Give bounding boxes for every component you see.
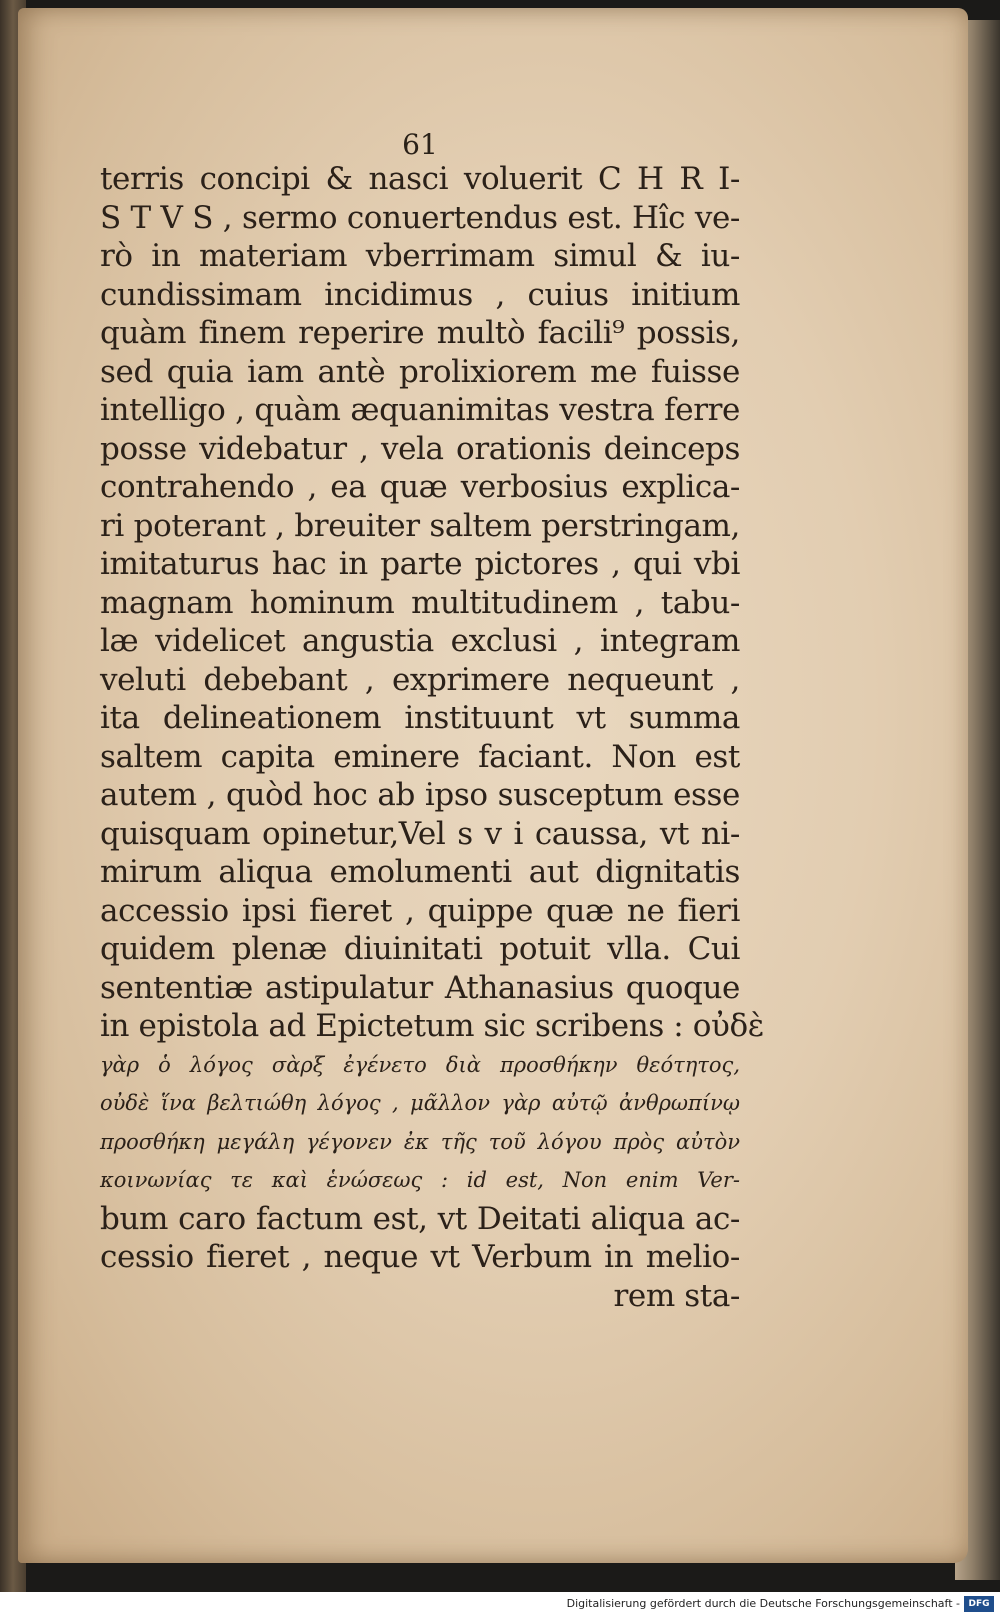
text-line: intelligo , quàm æquanimitas vestra ferre bbox=[100, 392, 740, 428]
text-line: veluti debebant , exprimere nequeunt , bbox=[100, 661, 740, 698]
greek-text-line: κοινωνίας τε καὶ ἑνώσεως : id est, Non enim Ver- bbox=[100, 1168, 740, 1192]
text-line: terris concipi & nasci voluerit C H R I- bbox=[100, 161, 740, 197]
catchword: rem sta- bbox=[613, 1277, 740, 1314]
text-line: quisquam opinetur,Vel s v i caussa, vt ni- bbox=[100, 815, 740, 852]
text-line: sententiæ astipulatur Athanasius quoque bbox=[100, 969, 740, 1006]
text-line: quidem plenæ diuinitati potuit vlla. Cui bbox=[100, 931, 740, 967]
text-line: cundissimam incidimus , cuius initium bbox=[100, 276, 740, 313]
page-text-block bbox=[100, 160, 764, 1315]
text-line: magnam hominum multitudinem , tabu- bbox=[100, 584, 740, 621]
text-line: sed quia iam antè prolixiorem me fuisse bbox=[100, 353, 740, 390]
funding-credit: Digitalisierung gefördert durch die Deutsche Forschungsgemeinschaft - bbox=[566, 1597, 960, 1610]
dfg-logo-icon: DFG bbox=[964, 1596, 994, 1612]
page-number: 61 bbox=[402, 128, 438, 161]
greek-text-line: προσθήκη μεγάλη γέγονεν ἐκ τῆς τοῦ λόγου πρὸς αὐτὸν bbox=[100, 1129, 740, 1154]
text-line: S T V S , sermo conuertendus est. Hîc ve- bbox=[100, 199, 740, 236]
text-line: rò in materiam vberrimam simul & iu- bbox=[100, 238, 740, 274]
text-line: mirum aliqua emolumenti aut dignitatis bbox=[100, 854, 740, 890]
footer-bar bbox=[0, 1592, 1000, 1618]
text-line: bum caro factum est, vt Deitati aliqua ac- bbox=[100, 1200, 740, 1237]
text-line: in epistola ad Epictetum sic scribens : οὐδὲ bbox=[100, 1008, 764, 1044]
text-line: accessio ipsi fieret , quippe quæ ne fieri bbox=[100, 892, 740, 929]
text-line: ita delineationem instituunt vt summa bbox=[100, 700, 740, 736]
greek-text-line: οὐδὲ ἵνα βελτιώθη λόγος , μᾶλλον γὰρ αὐτῷ ἀνθρωπίνῳ bbox=[100, 1091, 740, 1115]
text-line: læ videlicet angustia exclusi , integram bbox=[100, 623, 740, 659]
greek-text-line: γὰρ ὁ λόγος σὰρξ ἐγένετο διὰ προσθήκην θεότητος, bbox=[100, 1052, 740, 1077]
text-line: ri poterant , breuiter saltem perstringam, bbox=[100, 507, 740, 544]
text-line: imitaturus hac in parte pictores , qui vbi bbox=[100, 546, 740, 582]
text-line: autem , quòd hoc ab ipso susceptum esse bbox=[100, 777, 740, 813]
text-line: posse videbatur , vela orationis deinceps bbox=[100, 430, 740, 467]
text-line: saltem capita eminere faciant. Non est bbox=[100, 738, 740, 775]
text-line: quàm finem reperire multò facili⁹ possis, bbox=[100, 315, 740, 351]
text-line: contrahendo , ea quæ verbosius explica- bbox=[100, 469, 740, 505]
text-line: cessio fieret , neque vt Verbum in melio- bbox=[100, 1239, 740, 1275]
